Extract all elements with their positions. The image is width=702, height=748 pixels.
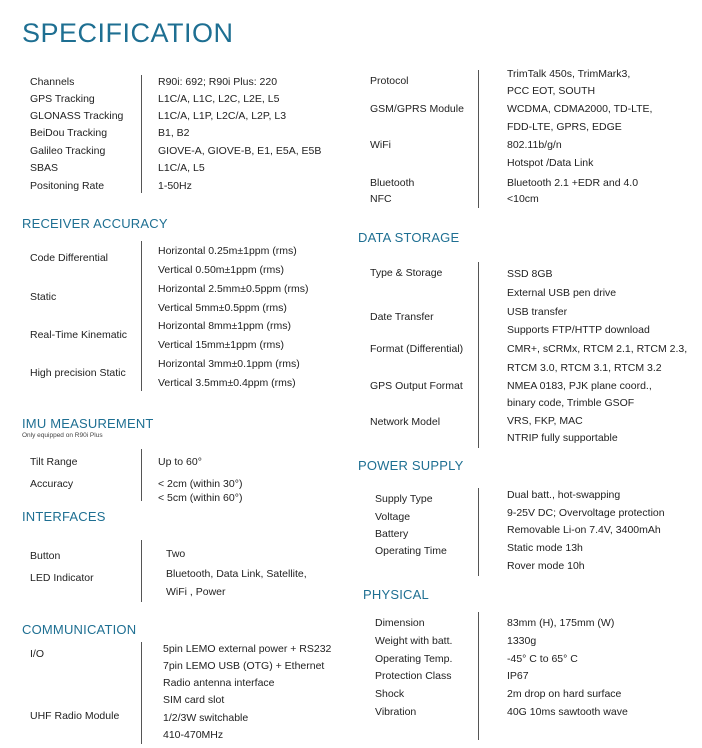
gnss-label-gps: GPS Tracking [30, 93, 95, 105]
power-value: Rover mode 10h [507, 560, 585, 572]
power-value: Removable Li-on 7.4V, 3400mAh [507, 524, 661, 536]
power-value: Static mode 13h [507, 542, 583, 554]
power-value: Dual batt., hot-swapping [507, 489, 621, 501]
communication-value: Radio antenna interface [163, 677, 275, 689]
communication-value: 1/2/3W switchable [163, 712, 249, 724]
imu-divider [141, 449, 142, 501]
communication-label-io: I/O [30, 648, 45, 660]
physical-label-temp: Operating Temp. [375, 653, 453, 665]
interfaces-value: Bluetooth, Data Link, Satellite, [166, 568, 307, 580]
interfaces-label-button: Button [30, 550, 61, 562]
gnss-value-beidou: B1, B2 [158, 127, 190, 139]
power-value: 9-25V DC; Overvoltage protection [507, 507, 665, 519]
imu-label-accuracy: Accuracy [30, 478, 74, 490]
data-storage-divider [478, 262, 479, 448]
network-label-wifi: WiFi [370, 139, 391, 151]
physical-label-weight: Weight with batt. [375, 635, 453, 647]
power-supply-heading: POWER SUPPLY [358, 458, 464, 473]
physical-value-dimension: 83mm (H), 175mm (W) [507, 617, 615, 629]
storage-value: External USB pen drive [507, 287, 617, 299]
power-label-battery: Battery [375, 528, 409, 540]
storage-label-network-model: Network Model [370, 416, 441, 428]
network-value: Hotspot /Data Link [507, 157, 594, 169]
gnss-label-glonass: GLONASS Tracking [30, 110, 124, 122]
physical-divider [478, 612, 479, 740]
imu-value: Up to 60° [158, 456, 202, 468]
imu-note: Only equipped on R90i Plus [22, 432, 103, 439]
power-label-supply-type: Supply Type [375, 493, 433, 505]
storage-label-type: Type & Storage [370, 267, 443, 279]
interfaces-label-led: LED Indicator [30, 572, 94, 584]
accuracy-label-hp-static: High precision Static [30, 367, 126, 379]
physical-heading: PHYSICAL [363, 587, 429, 602]
network-label-bluetooth: Bluetooth [370, 177, 415, 189]
storage-value: Supports FTP/HTTP download [507, 324, 650, 336]
imu-heading: IMU MEASUREMENT [22, 416, 154, 431]
gnss-divider [141, 75, 142, 193]
network-label-gsm: GSM/GPRS Module [370, 103, 464, 115]
accuracy-value: Horizontal 2.5mm±0.5ppm (rms) [158, 283, 309, 295]
communication-value: 5pin LEMO external power + RS232 [163, 643, 332, 655]
network-value: 802.11b/g/n [507, 139, 562, 151]
storage-value: binary code, Trimble GSOF [507, 397, 635, 409]
storage-value: SSD 8GB [507, 268, 553, 280]
communication-label-uhf: UHF Radio Module [30, 710, 120, 722]
page-title: SPECIFICATION [22, 18, 234, 48]
gnss-value-gps: L1C/A, L1C, L2C, L2E, L5 [158, 93, 280, 105]
interfaces-value: WiFi , Power [166, 586, 226, 598]
network-value: WCDMA, CDMA2000, TD-LTE, [507, 103, 653, 115]
network-label-protocol: Protocol [370, 75, 409, 87]
gnss-label-sbas: SBAS [30, 162, 59, 174]
accuracy-value: Horizontal 3mm±0.1ppm (rms) [158, 358, 300, 370]
communication-divider [141, 642, 142, 744]
gnss-label-rate: Positoning Rate [30, 180, 105, 192]
receiver-accuracy-divider [141, 241, 142, 391]
storage-value: USB transfer [507, 306, 568, 318]
physical-label-vibration: Vibration [375, 706, 417, 718]
interfaces-divider [141, 540, 142, 602]
physical-value-temp: -45° C to 65° C [507, 653, 578, 665]
network-value: <10cm [507, 193, 539, 205]
physical-value-weight: 1330g [507, 635, 537, 647]
gnss-value-channels: R90i: 692; R90i Plus: 220 [158, 76, 278, 88]
gnss-value-rate: 1-50Hz [158, 180, 192, 192]
imu-value: < 2cm (within 30°) [158, 478, 243, 490]
power-label-operating-time: Operating Time [375, 545, 447, 557]
accuracy-value: Vertical 5mm±0.5ppm (rms) [158, 302, 287, 314]
imu-label-tilt: Tilt Range [30, 456, 78, 468]
power-label-voltage: Voltage [375, 511, 411, 523]
physical-value-shock: 2m drop on hard surface [507, 688, 622, 700]
accuracy-value: Vertical 0.50m±1ppm (rms) [158, 264, 284, 276]
communication-value: SIM card slot [163, 694, 225, 706]
storage-value: NTRIP fully supportable [507, 432, 618, 444]
storage-label-gps-output: GPS Output Format [370, 380, 463, 392]
physical-label-dimension: Dimension [375, 617, 425, 629]
gnss-value-sbas: L1C/A, L5 [158, 162, 205, 174]
storage-label-transfer: Date Transfer [370, 311, 434, 323]
network-value: PCC EOT, SOUTH [507, 85, 596, 97]
gnss-label-galileo: Galileo Tracking [30, 145, 106, 157]
imu-value: < 5cm (within 60°) [158, 492, 243, 504]
storage-label-format: Format (Differential) [370, 343, 464, 355]
accuracy-value: Horizontal 0.25m±1ppm (rms) [158, 245, 297, 257]
physical-value-protection: IP67 [507, 670, 529, 682]
interfaces-value: Two [166, 548, 186, 560]
network-value: FDD-LTE, GPRS, EDGE [507, 121, 622, 133]
power-supply-divider [478, 488, 479, 576]
communication-heading: COMMUNICATION [22, 622, 137, 637]
accuracy-value: Vertical 15mm±1ppm (rms) [158, 339, 284, 351]
gnss-label-channels: Channels [30, 76, 75, 88]
storage-value: RTCM 3.0, RTCM 3.1, RTCM 3.2 [507, 362, 662, 374]
gnss-label-beidou: BeiDou Tracking [30, 127, 108, 139]
physical-value-vibration: 40G 10ms sawtooth wave [507, 706, 628, 718]
gnss-value-galileo: GIOVE-A, GIOVE-B, E1, E5A, E5B [158, 145, 322, 157]
communication-value: 410-470MHz [163, 729, 224, 741]
storage-value: NMEA 0183, PJK plane coord., [507, 380, 652, 392]
storage-value: CMR+, sCRMx, RTCM 2.1, RTCM 2.3, [507, 343, 688, 355]
accuracy-label-static: Static [30, 291, 57, 303]
storage-value: VRS, FKP, MAC [507, 415, 583, 427]
physical-label-shock: Shock [375, 688, 405, 700]
data-storage-heading: DATA STORAGE [358, 230, 460, 245]
network-divider [478, 70, 479, 208]
network-value: TrimTalk 450s, TrimMark3, [507, 68, 631, 80]
network-value: Bluetooth 2.1 +EDR and 4.0 [507, 177, 639, 189]
network-label-nfc: NFC [370, 193, 392, 205]
accuracy-value: Vertical 3.5mm±0.4ppm (rms) [158, 377, 296, 389]
communication-value: 7pin LEMO USB (OTG) + Ethernet [163, 660, 325, 672]
accuracy-label-rtk: Real-Time Kinematic [30, 329, 128, 341]
accuracy-label-code-diff: Code Differential [30, 252, 109, 264]
gnss-value-glonass: L1C/A, L1P, L2C/A, L2P, L3 [158, 110, 287, 122]
receiver-accuracy-heading: RECEIVER ACCURACY [22, 216, 168, 231]
accuracy-value: Horizontal 8mm±1ppm (rms) [158, 320, 291, 332]
interfaces-heading: INTERFACES [22, 509, 106, 524]
physical-label-protection: Protection Class [375, 670, 452, 682]
